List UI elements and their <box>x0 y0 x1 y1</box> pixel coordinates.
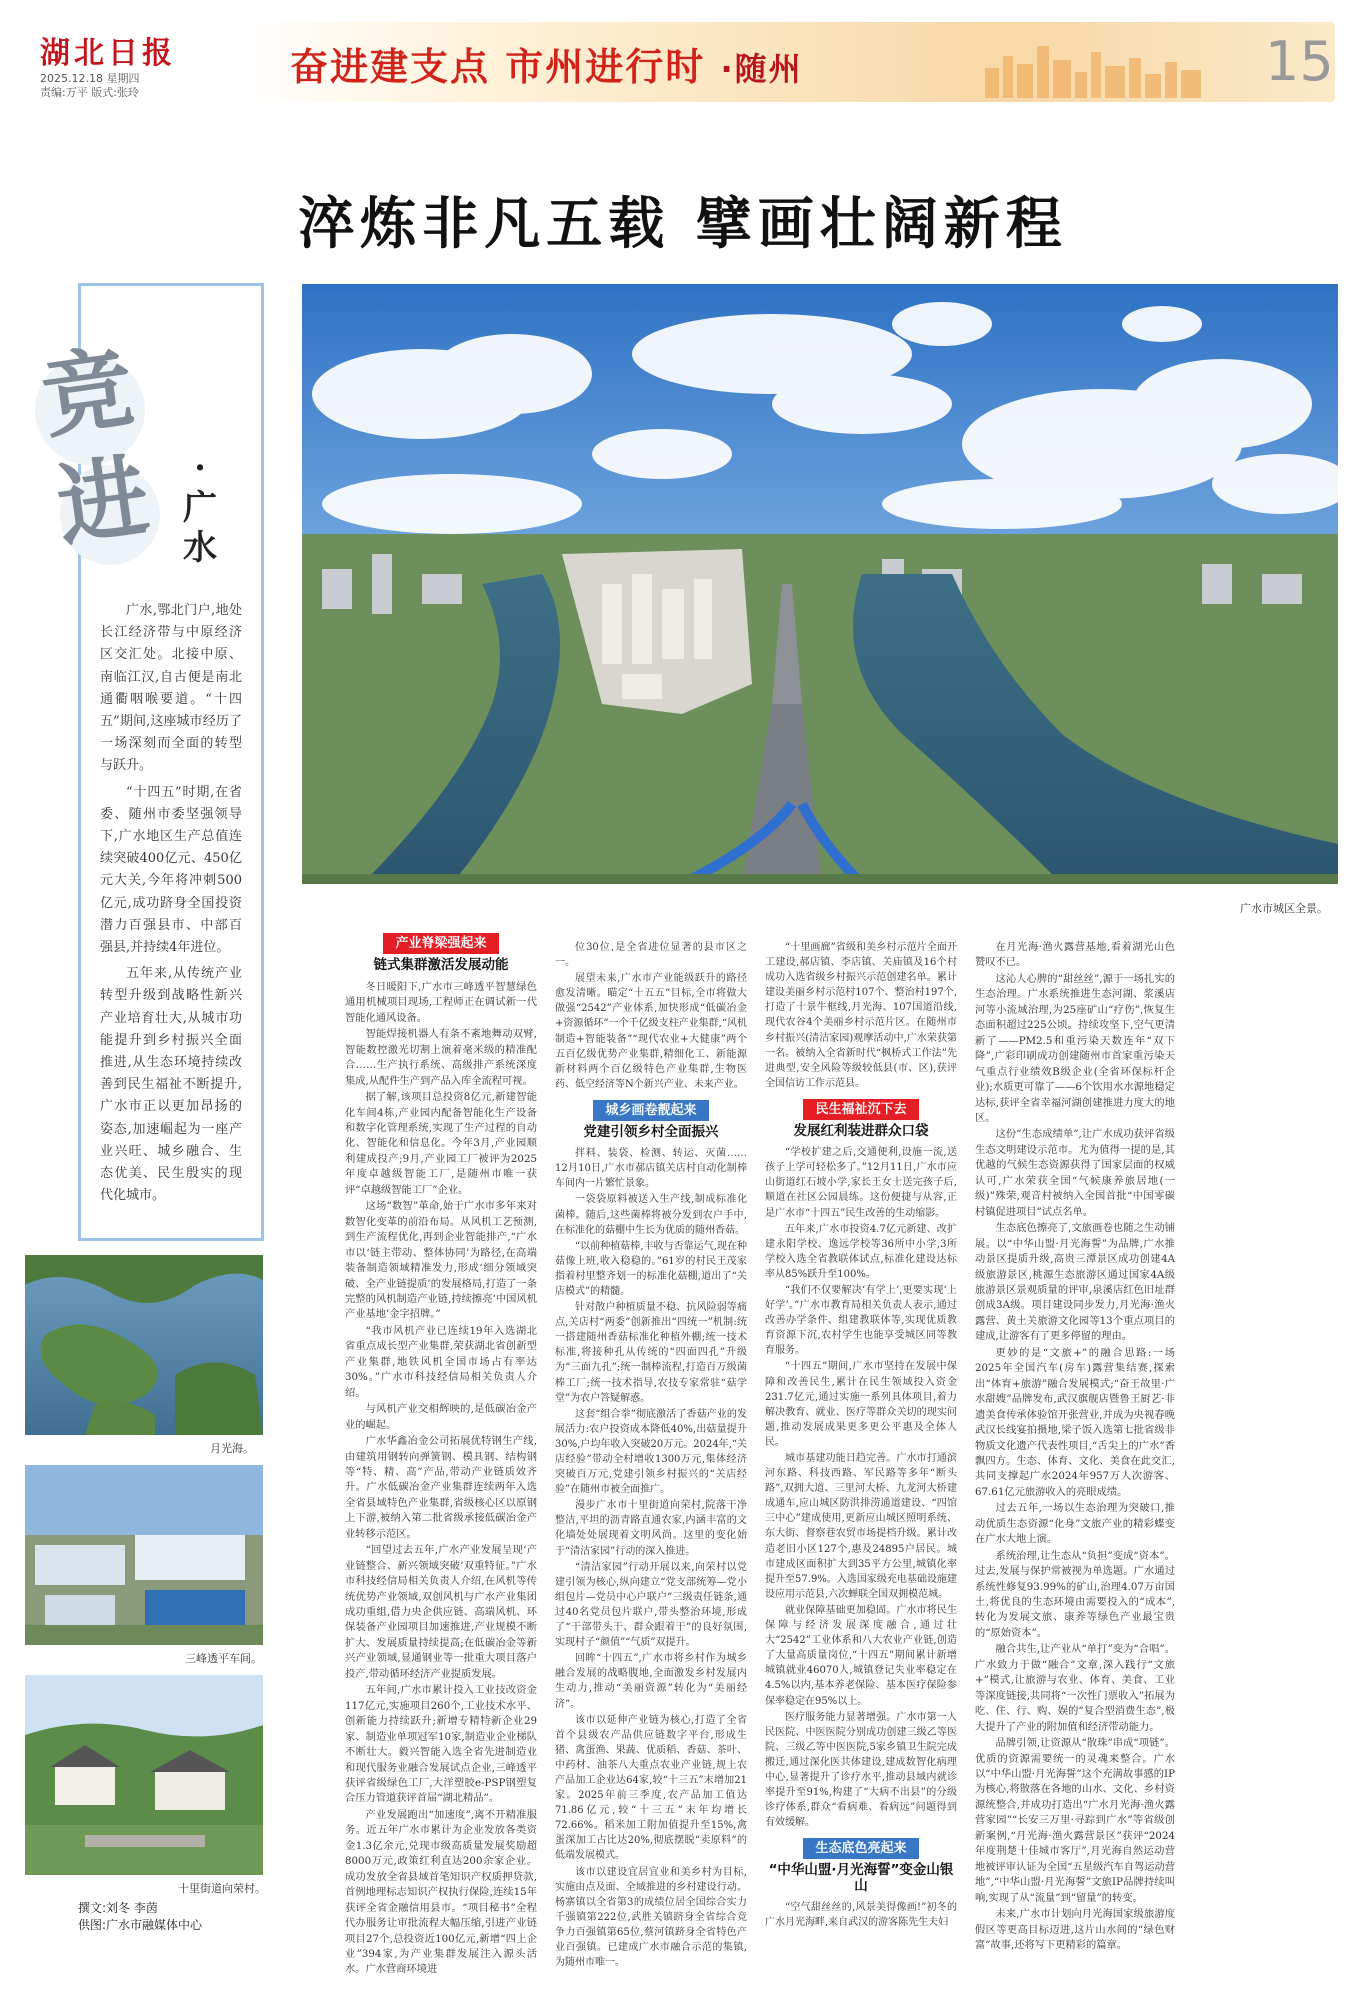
photo-caption: 十里街道向荣村。 <box>178 1882 266 1895</box>
paragraph: 系统治理,让生态从“负担”变成“资本”。过去,发展与保护常被视为单选题。广水通过系统性修复93.99%的矿山,治理4.07万亩国土,将优良的生态环境由需要投入的“成本”,转化为发展文旅、康养等绿色产业最宝贵的“原始资本”。 <box>975 1549 1175 1639</box>
paragraph: “十四五”期间,广水市坚持在发展中保障和改善民生,累计在民生领域投入资金231.7亿元,通过实施一系列具体项目,着力解决教育、就业、医疗等群众关切的现实问题,推动发展成果更多更公平惠及全体人民。 <box>765 1361 957 1448</box>
paragraph: 在月光海·渔火露营基地,看着湖光山色赞叹不已。 <box>975 941 1175 969</box>
page-number: 15 <box>1265 30 1334 93</box>
paragraph: “空气甜丝丝的,风景美得像画!”初冬的广水月光海畔,来自武汉的游客陈先生夫妇 <box>765 1901 957 1928</box>
section-header <box>765 1099 957 1139</box>
paragraph: “回望过去五年,广水产业发展呈现‘产业链整合、新兴领域突破’双重特征。”广水市科技经信局相关负责人介绍,在风机等传统优势产业领域,双创风机与广水产业集团成功重组,借力央企供应链、高端风机、环保装备产业园项目加速推进,产业规模不断扩大、发展质量持续提高;在低碳冶金等新兴产业领域,显通钢业等一批重大项目落户投产,带动循环经济产业提质发展。 <box>345 1544 537 1680</box>
photo-caption: 三峰透平车间。 <box>185 1652 262 1665</box>
paragraph: 智能焊接机器人有条不紊地舞动双臂,智能数控激光切割上演着毫米级的精准配合……生产执行系统、高级排产系统深度集成,从配件生产到产品入库全流程可视。 <box>345 1028 537 1087</box>
main-headline: 淬炼非凡五载 擘画壮阔新程 <box>298 191 1068 257</box>
paragraph: 展望未来,广水市产业能级跃升的路径愈发清晰。瞄定“十五五”目标,全市将做大做强“2542”产业体系,加快形成“低碳冶金+资源循环”一个千亿级支柱产业集群,“风机制造+智能装备”“现代农业+大健康”两个五百亿级优势产业集群,精细化工、新能源新材料两个百亿级特色产业集群,生物医药、低空经济等N个新兴产业、未来产业。 <box>555 973 747 1090</box>
paragraph: 生态底色擦亮了,文旅画卷也随之生动铺展。以“中华山盟·月光海誓”为品牌,广水推动景区提质升级,高贵三潭景区成功创建4A级旅游景区,桃源生态旅游区通过国家4A级旅游景区景观质量的评审,泉溪店红色旧址群创成3A级。项目建设同步发力,月光海·渔火露营、黄土关旅游文化园等13个重点项目的建成,让游客有了更多停留的理由。 <box>975 1222 1175 1343</box>
main-aerial-photo <box>302 284 1338 884</box>
paragraph: 融合共生,让产业从“单打”变为“合唱”。广水致力于做“融合”文章,深入践行“文旅+”模式,让旅游与农业、体育、美食、工业等深度链接,共同将“一次性门票收入”拓展为吃、住、行、购、娱的“复合型消费生态”,极大提升了产业的附加值和经济带动能力。 <box>975 1643 1175 1733</box>
intro-paragraph: 广水,鄂北门户,地处长江经济带与中原经济区交汇处。北接中原、南临江汉,自古便是南北通衢咽喉要道。“十四五”期间,这座城市经历了一场深刻而全面的转型与跃升。 <box>100 603 242 774</box>
paragraph: 品牌引领,让资源从“散珠”串成“项链”。优质的资源需要统一的灵魂来整合。广水以“中华山盟·月光海誓”这个充满故事感的IP为核心,将散落在各地的山水、文化、乡村资源统整合,并成功打造出“广水月光海·渔火露营家园”“长安三万里·寻踪到广水”等省级创新案例,“月光海·渔火露营景区”获评“2024年度荆楚十佳城市客厅”,月光海自然运动营地被评审认证为全国“五星级汽车自驾运动营地”,“中华山盟·月光海誓”文旅IP品牌持续叫响,实现了从“流量”到“留量”的转变。 <box>975 1737 1175 1904</box>
issue-info <box>40 72 139 100</box>
section-header <box>765 1838 957 1893</box>
main-photo-caption: 广水市城区全景。 <box>1240 902 1328 915</box>
paragraph: “我们不仅要解决‘有学上’,更要实现‘上好学’。”广水市教育局相关负责人表示,通过改善办学条件、组建教联体等,实现优质教育资源下沉,农村学生也能享受城区同等教育服务。 <box>765 1284 957 1357</box>
photo-xiangrong-village <box>25 1675 263 1875</box>
paragraph: “以前种植菇棒,丰收与否靠运气,现在种菇像上班,收入稳稳的。”61岁的村民王茂家指着村里整齐划一的标准化菇棚,道出了“关店模式”的精髓。 <box>555 1240 747 1297</box>
paragraph: “我市风机产业已连续19年入选湖北省重点成长型产业集群,荣获湖北省创新型产业集群,地铁风机全国市场占有率达30%。”广水市科技经信局相关负责人介绍。 <box>345 1324 537 1399</box>
photo-turbine-workshop <box>25 1465 263 1645</box>
paragraph: 该市以建设宜居宜业和美乡村为目标,实施由点及面、全域推进的乡村建设行动。杨寨镇以全省第3的成绩位居全国综合实力千强镇第222位,武胜关镇跻身全省综合竞争力百强镇第65位,蔡河镇跻身全省特色产业百强镇。已建成广水市融合示范的集镇,为随州市唯一。 <box>555 1866 747 1969</box>
photo-credit-line: 供图:广水市融媒体中心 <box>78 1918 203 1932</box>
paragraph: 据了解,该项目总投资8亿元,新建智能化车间4栋,产业园内配备智能化生产设备和数字化管理系统,实现了生产过程的自动化、智能化和信息化。今年3月,产业园顺利建成投产;9月,产业园工厂被评为2025年度卓越级智能工厂,是随州市唯一获评“卓越级智能工厂”企业。 <box>345 1091 537 1196</box>
paragraph: 这沁人心脾的“甜丝丝”,源于一场扎实的生态治理。广水系统推进生态河湖、浆溪店河等小流域治理,为25座矿山“疗伤”,恢复生态面积超过225公顷。持续攻坚下,空气更清新了——PM2.5和重污染天数连年“双下降”,广彩印刷成功创建随州市首家重污染天气重点行业绩效B级企业(全省环保标杆企业);水质更可靠了——6个饮用水水源地稳定达标,获评全省幸福河湖创建推进力度大的地区。 <box>975 972 1175 1124</box>
article-column-1 <box>345 925 537 1979</box>
paragraph: 位30位,是全省进位显著的县市区之一。 <box>555 942 747 969</box>
paragraph: 广水华鑫冶金公司拓展优特钢生产线,由建筑用钢转向弹簧钢、模具钢、结构钢等“特、精、高”产品,带动产业链质效齐升。广水低碳冶金产业集群连续两年入选全省县域特色产业集群,省级核心区以原钢上下游,被纳入第二批省级承接低碳冶金产业转移示范区。 <box>345 1435 537 1540</box>
issue-date: 2025.12.18 星期四 <box>40 72 140 85</box>
section-subtitle: 链式集群激活发展动能 <box>373 957 509 974</box>
paragraph: 该市以延伸产业链为核心,打造了全省首个县级农产品供应链数字平台,形成生猪、禽蛋渔、果蔬、优质稻、香菇、茶叶、中药材、油茶八大重点农业产业链,规上农产品加工企业达64家,较“十三五”末增加21家。2025年前三季度,农产品加工值达71.86亿元,较“十三五”末年均增长72.66%。稻米加工附加值提升至15%,禽蛋深加工占比达20%,彻底摆脱“卖原料”的低端发展模式。 <box>555 1714 747 1862</box>
section-tag: 生态底色亮起来 <box>803 1838 918 1859</box>
paragraph: 漫步广水市十里街道向荣村,院落干净整洁,平坦的沥青路直通农家,内涵丰富的文化墙处处展现着文明风尚。这里的变化始于“清洁家园”行动的深入推进。 <box>555 1500 747 1557</box>
section-subtitle: 党建引领乡村全面振兴 <box>583 1124 719 1141</box>
section-subtitle: 发展红利装进群众口袋 <box>793 1123 929 1140</box>
photo-caption: 月光海。 <box>210 1442 254 1455</box>
paragraph: 一袋袋原料被送入生产线,制成标准化菌棒。随后,这些菌棒将被分发到农户手中,在标准化的菇棚中生长为优质的随州香菇。 <box>555 1194 747 1236</box>
paragraph: 针对散户种植质量不稳、抗风险弱等痛点,关店村“两委”创新推出“四统一”机制:统一搭建随州香菇标准化种植外棚;统一技术标准,将接种孔从传统的“四面四孔”升级为“三面九孔”;统一制棒流程,打造百万级菌棒工厂;统一技术指导,农技专家常驻“菇学堂”为农户答疑解惑。 <box>555 1302 747 1404</box>
paragraph: 五年来,广水市投资4.7亿元新建、改扩建永阳学校、逸远学校等36所中小学,3所学校入选全省教联体试点,标准化建设达标率从85%跃升至100%。 <box>765 1223 957 1280</box>
section-tag: 城乡画卷靓起来 <box>593 1100 708 1121</box>
paragraph: 冬日暖阳下,广水市三峰透平智慧绿色通用机械项目现场,工程师正在调试新一代智能化通风设备。 <box>345 980 537 1024</box>
calligraphy-chars: 竞进 <box>35 333 155 561</box>
newspaper-logo: 湖北日报 <box>40 36 176 71</box>
article-column-2 <box>555 940 747 1971</box>
paragraph: 医疗服务能力显著增强。广水市第一人民医院、中医医院分别成功创建三级乙等医院、三级乙等中医医院,5家乡镇卫生院完成搬迁,通过深化医共体建设,建成数智化病理中心,显著提升了诊疗水平,推动县域内就诊率提升至91%,构建了“大病不出县”的分级诊疗体系,群众“看病难、看病远”问题得到有效缓解。 <box>765 1711 957 1829</box>
paragraph: “清洁家园”行动开展以来,向荣村以党建引领为核心,纵向建立“党支部统筹—党小组包片—党员中心户联户”三级责任链条,通过40名党员包片联户,带头整治环境,形成了“干部带头干、群众跟着干”的良好氛围,实现村子“颜值”“气质”双提升。 <box>555 1561 747 1649</box>
sidebar-intro <box>100 600 242 1211</box>
banner-title <box>290 36 803 91</box>
photo-moonlight-sea <box>25 1255 263 1435</box>
author-line: 撰文:刘冬 李茵 <box>78 1901 158 1915</box>
paragraph: 回眸“十四五”,广水市将乡村作为城乡融合发展的战略腹地,全面激发乡村发展内生动力,推动“美丽资源”转化为“美丽经济”。 <box>555 1653 747 1710</box>
paragraph: “学校扩建之后,交通便利,设施一流,送孩子上学可轻松多了。”12月11日,广水市应山街道红石坡小学,家长王女士送完孩子后,顺道在社区公园晨练。这份便捷与从容,正是广水市“十四五”民生改善的生动缩影。 <box>765 1147 957 1219</box>
paragraph: 过去五年,一场以生态治理为突破口,推动优质生态资源“化身”文旅产业的精彩蝶变在广水大地上演。 <box>975 1502 1175 1546</box>
byline <box>78 1900 202 1934</box>
paragraph: “十里画廊”省级和美乡村示范片全面开工建设,郝店镇、李店镇、关庙镇及16个村成功入选省级乡村振兴示范创建名单。累计建设美丽乡村示范村107个、整治村197个,打造了十景牛框线,月光海、107国道沿线,现代农谷4个美丽乡村示范片区。在随州市乡村振兴(清洁家园)观摩活动中,广水荣获第一名。被纳入全省新时代“枫桥式工作法”先进典型,安全风险等级较低县(市、区),获评全国信访工作示范县。 <box>765 942 957 1089</box>
section-header <box>555 1100 747 1140</box>
section-header <box>345 933 537 974</box>
paragraph: 这份“生态成绩单”,让广水成功获评省级生态文明建设示范市。尤为值得一提的是,其优越的气候生态资源获得了国家层面的权威认可,广水荣获全国“气候康养旅居地(一级)”殊荣,观音村被纳入全国首批“中国零碳村镇促进项目”试点名单。 <box>975 1128 1175 1218</box>
city-label: ·广水 <box>183 448 217 568</box>
paragraph: 这套“组合拳”彻底激活了香菇产业的发展活力:农户投资成本降低40%,出菇量提升30%,户均年收入突破20万元。2024年,“关店经验”带动全村增收1300万元,集体经济突破百万元,党建引领乡村振兴的“关店经验”在随州市被全面推广。 <box>555 1408 747 1496</box>
paragraph: 更妙的是“文旅+”的融合思路:一场2025年全国汽车(房车)露营集结赛,探索出“体育+旅游”融合发展模式;“奋王故里·广水甜嫂”品牌发布,武汉旗舰店暨鲁王厨艺·非遗美食传承体验馆开张营业,并成为央视春晚武汉长线宴拍摄地,梁子饭入选第七批省级非物质文化遗产代表性项目,“舌尖上的广水”香飘四方。生态、体育、文化、美食在此交汇,共同支撑起广水2024年957万人次游客、67.61亿元旅游收入的亮眼成绩。 <box>975 1346 1175 1498</box>
paragraph: 拌料、装袋、检测、转运、灭菌……12月10日,广水市郝店镇关店村自动化制棒车间内一片繁忙景象。 <box>555 1148 747 1190</box>
editor-line: 责编:万平 版式:张玲 <box>40 86 139 99</box>
intro-paragraph: “十四五”时期,在省委、随州市委坚强领导下,广水地区生产总值连续突破400亿元、450亿元大关,今年将冲刺500亿元,成功跻身全国投资潜力百强县市、中部百强县,并持续4年进位。 <box>100 784 242 956</box>
skyline-icon <box>975 38 1255 98</box>
paragraph: 未来,广水市计划向月光海国家级旅游度假区等更高目标迈进,这片山水间的“绿色财富”故事,还将写下更精彩的篇章。 <box>975 1908 1175 1951</box>
intro-paragraph: 五年来,从传统产业转型升级到战略性新兴产业培育壮大,从城市功能提升到乡村振兴全面推进,从生态环境持续改善到民生福祉不断提升,广水市正以更加昂扬的姿态,加速崛起为一座产业兴旺、城乡融合、生态优美、民生殷实的现代化城市。 <box>100 966 242 1204</box>
paragraph: 五年间,广水市累计投入工业技改资金117亿元,实施项目260个,工业技术水平、创新能力持续跃升;新增专精特新企业29家、制造业单项冠军10家,制造业企业梯队不断壮大。毅兴智能入选全省先进制造业和现代服务业融合发展试点企业,三峰透平获评省级绿色工厂,大洋塑胶e-PSP钢塑复合压力管道获评首届“湖北精品”。 <box>345 1684 537 1805</box>
section-subtitle: “中华山盟·月光海誓”变金山银山 <box>768 1862 954 1894</box>
banner-city: ·随州 <box>720 50 803 88</box>
paragraph: 与风机产业交相辉映的,是低碳冶金产业的崛起。 <box>345 1403 537 1431</box>
banner-main: 奋进建支点 市州进行时 <box>290 45 706 89</box>
paragraph: 城市基建功能日趋完善。广水市打通滨河东路、科技西路、军民路等多年“断头路”,双拥大道、三里河大桥、九龙河大桥建成通车,应山城区防洪排涝通道建设、“四馆三中心”建成使用,更新应山城区照明系统、东大街、督察巷农贸市场提档升级。累计改造老旧小区127个,惠及24895户居民。城市建成区面积扩大到35平方公里,城镇化率提升至57.9%。入选国家级充电基础设施建设应用示范县,六次蝉联全国双拥模范城。 <box>765 1453 957 1600</box>
article-column-3 <box>765 940 957 1931</box>
paragraph: 就业保障基础更加稳固。广水市将民生保障与经济发展深度融合,通过壮大“2542”工业体系和八大农业产业链,创造了大量高质量岗位,“十四五”期间累计新增城镇就业46070人,城镇登记失业率稳定在4.5%以内,基本养老保险、基本医疗保险参保率稳定在95%以上。 <box>765 1604 957 1707</box>
paragraph: 产业发展跑出“加速度”,离不开精准服务。近五年广水市累计为企业发放各类资金1.3亿余元,兑现市级高质量发展奖励超8000万元,政策红利直达200余家企业。成功发放全省县域首笔知识产权质押贷款,首例地理标志知识产权执行保险,连续15年获评全省金融信用县市。“项目秘书”全程代办服务让审批流程大幅压缩,引进产业链项目27个,总投资近100亿元,新增“四上企业”394家,为产业集群发展注入源头活水。广水营商环境进 <box>345 1808 537 1976</box>
section-tag: 产业脊梁强起来 <box>383 933 498 954</box>
article-column-4 <box>975 940 1175 1954</box>
masthead <box>0 0 1366 118</box>
paragraph: 这场“数智”革命,始于广水市多年来对数智化变革的前沿布局。从风机工艺预测,到生产流程优化,再到企业智能排产,“广水市以‘链主带动、整体协同’为路径,在高端装备制造领域精准发力,形成‘细分领域突破、全产业链提质’的发展格局,打造了一条完整的风机制造产业链,持续擦亮‘中国风机产业基地’金字招牌。” <box>345 1200 537 1321</box>
section-tag: 民生福祉沉下去 <box>803 1099 918 1120</box>
